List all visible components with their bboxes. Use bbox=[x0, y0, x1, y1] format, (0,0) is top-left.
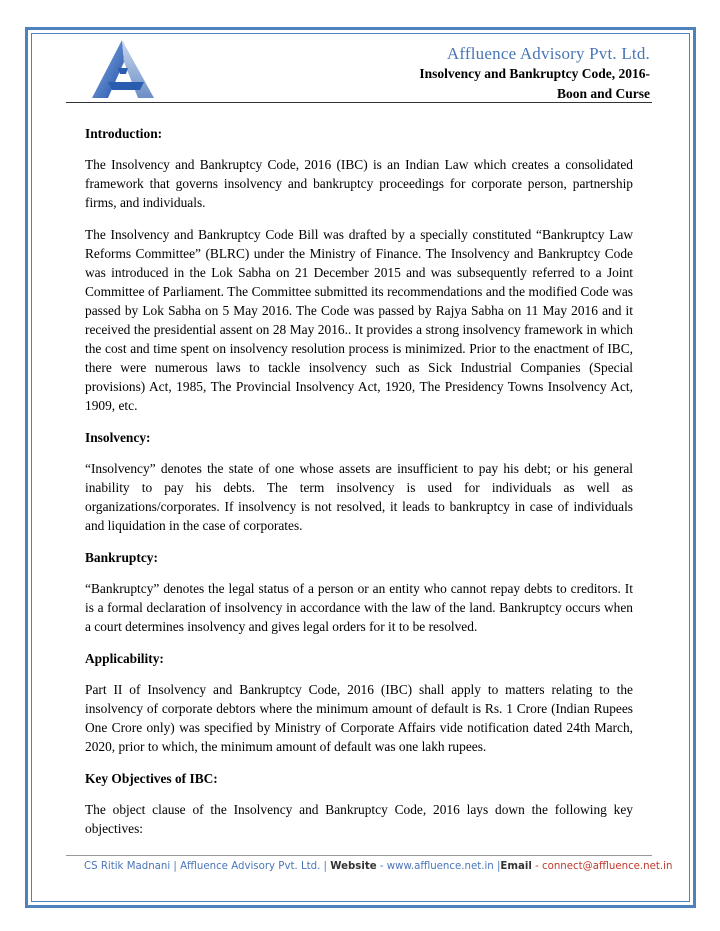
intro-paragraph-1: The Insolvency and Bankruptcy Code, 2016 (IBC) is an Indian Law which creates a consolidated framework that governs insolvency and bankruptcy proceedings for corporate person, partnership firms, and individuals. bbox=[85, 157, 633, 210]
bankruptcy-paragraph: “Bankruptcy” denotes the legal status of a person or an entity who cannot repay debts to creditors. It is a formal declaration of insolvency in accordance with the law of the land. Bankruptcy occurs when a court determines insolvency and gives legal orders for it to be resolved. bbox=[85, 581, 633, 634]
document-header bbox=[419, 44, 650, 104]
section-heading-introduction: Introduction: bbox=[85, 126, 163, 141]
document-body bbox=[85, 118, 633, 851]
section-heading-applicability: Applicability: bbox=[85, 651, 164, 666]
page-footer bbox=[84, 861, 672, 872]
document-title-line1: Insolvency and Bankruptcy Code, 2016- bbox=[419, 66, 650, 81]
key-objectives-paragraph: The object clause of the Insolvency and Bankruptcy Code, 2016 lays down the following key objectives: bbox=[85, 802, 633, 836]
footer-email-link[interactable]: - connect@affluence.net.in bbox=[531, 861, 673, 872]
intro-paragraph-2: The Insolvency and Bankruptcy Code Bill was drafted by a specially constituted “Bankruptcy Law Reforms Committee” (BLRC) under the Ministry of Finance. The Insolvency and Bankruptcy Code was introduced in the Lok Sabha on 21 December 2015 and was subsequently referred to a Joint Committee of Parliament. The Committee submitted its recommendations and the modified Code was passed by Lok Sabha on 5 May 2016. The Code was passed by Rajya Sabha on 11 May 2016 and it received the presidential assent on 28 May 2016.. It provides a strong insolvency framework in which the cost and time spent on insolvency resolution process is minimized. Prior to the enactment of IBC, there were numerous laws to tackle insolvency such as Sick Industrial Companies (Special provisions) Act, 1985, The Provincial Insolvency Act, 1920, The Presidency Towns Insolvency Act, 1909, etc. bbox=[85, 227, 633, 413]
document-title-line2: Boon and Curse bbox=[556, 86, 650, 101]
footer-website-link[interactable]: - www.affluence.net.in | bbox=[376, 861, 501, 872]
affluence-logo-icon bbox=[88, 38, 158, 100]
section-heading-key-objectives: Key Objectives of IBC: bbox=[85, 771, 218, 786]
footer-author: CS Ritik Madnani | Affluence Advisory Pvt. Ltd. | bbox=[84, 861, 331, 872]
header-divider bbox=[66, 102, 652, 103]
section-heading-bankruptcy: Bankruptcy: bbox=[85, 550, 158, 565]
insolvency-paragraph: “Insolvency” denotes the state of one whose assets are insufficient to pay his debt; or his general inability to pay his debts. The term insolvency is used for individuals as well as organizations/corporates. If insolvency is not resolved, it leads to bankruptcy in case of individuals and liquidation in the case of corporates. bbox=[85, 461, 633, 533]
applicability-paragraph: Part II of Insolvency and Bankruptcy Code, 2016 (IBC) shall apply to matters relating to the insolvency of corporate debtors where the minimum amount of default is Rs. 1 Crore (Indian Rupees One Crore only) was specified by Ministry of Corporate Affairs vide notification dated 24th March, 2020, prior to which, the minimum amount of default was one lakh rupees. bbox=[85, 682, 633, 754]
footer-website-label: Website bbox=[330, 861, 377, 872]
company-name: Affluence Advisory Pvt. Ltd. bbox=[446, 44, 650, 63]
footer-email-label: Email bbox=[500, 861, 532, 872]
section-heading-insolvency: Insolvency: bbox=[85, 430, 151, 445]
footer-divider bbox=[66, 855, 652, 856]
